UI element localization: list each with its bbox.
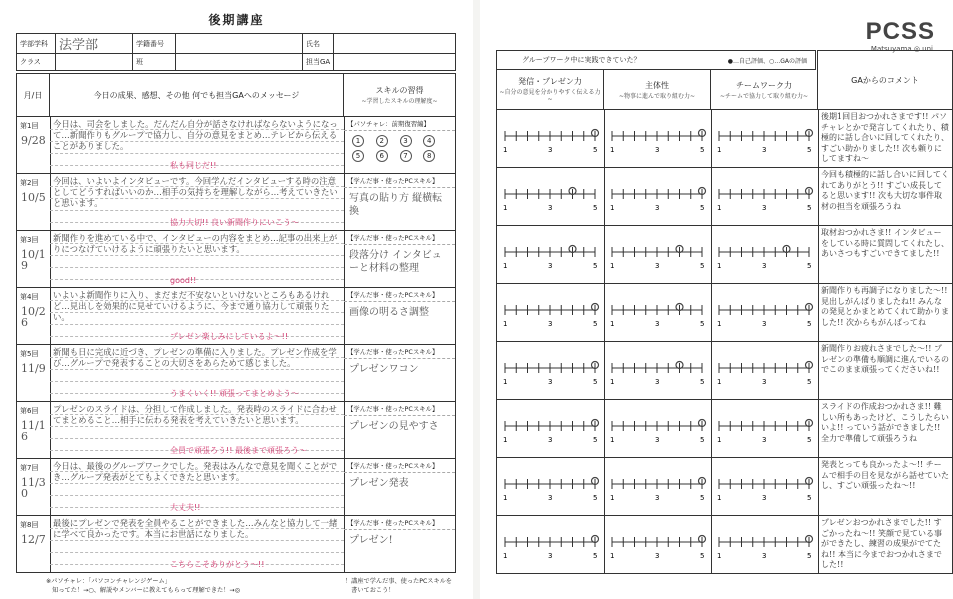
scale-label: 5 xyxy=(807,262,812,270)
column-presentation: 発信・プレゼン力 ~自分の意見を分かりやすく伝える力~ xyxy=(496,70,604,110)
scale-label: 5 xyxy=(807,378,812,386)
session-label xyxy=(17,117,51,173)
group-value xyxy=(176,54,303,71)
rating-scale xyxy=(497,284,605,341)
session-label xyxy=(17,459,51,515)
scale-label: 3 xyxy=(548,436,553,444)
session-message xyxy=(50,174,345,230)
scale-label: 5 xyxy=(593,436,598,444)
ga-label: 担当GA xyxy=(303,54,334,71)
scale-label: 3 xyxy=(548,204,553,212)
student-no-value xyxy=(176,34,303,54)
rating-scale xyxy=(711,342,819,399)
evaluation-row xyxy=(496,110,953,168)
footer-note-right: ！講座で学んだ事、使ったPCスキルを 書いておこう！ xyxy=(345,578,452,594)
skill-cell xyxy=(344,174,455,230)
session-message xyxy=(50,459,345,515)
scale-label: 1 xyxy=(610,204,615,212)
session-label xyxy=(17,345,51,401)
skill-value: プレゼン発表 xyxy=(349,478,409,489)
scale-label: 5 xyxy=(700,552,705,560)
ga-comment: 後期1回目おつかれさまです!! パソチャレとかで発言してくれたり、積極的に話し合いに回してくれたり、すごい助かりました!! 次も頼りにしてますね〜 xyxy=(821,112,949,163)
scale-label: 1 xyxy=(717,204,722,212)
ga-comment: 新聞作りも再調子になりました〜!! 見出しがんばりましたね!! みんなの発見とかまとめてくれて助かりました!! 次からもがんばってね xyxy=(821,286,949,327)
scale-label: 1 xyxy=(610,320,615,328)
skill-cell xyxy=(344,459,455,515)
skill-label: 【学んだ事・使ったPCスキル】 xyxy=(344,345,455,359)
session-label xyxy=(17,516,51,572)
message-text: いよいよ新聞作りに入り、まだまだ不安ないといけないところもあるけれど…見出しを効果的に見せていけるように、今まで通り協力して頑張りたい。 xyxy=(53,290,330,322)
evaluation-row xyxy=(496,516,953,574)
ga-comment: 発表とっても良かったよ〜!! チームで相手の目を見ながら話せていたし、すごい頑張ったね〜!! xyxy=(821,460,949,490)
circle-8: 8 xyxy=(423,150,435,162)
scale-label: 5 xyxy=(593,552,598,560)
session-number: 第1回 xyxy=(20,122,39,130)
session-message xyxy=(50,117,345,173)
scale-label: 3 xyxy=(548,378,553,386)
circle-6: 6 xyxy=(376,150,388,162)
scale-label: 5 xyxy=(593,378,598,386)
sheet-title: 後期講座 xyxy=(208,13,265,27)
ga-stamp: こちらこそありがとう〜!! xyxy=(170,560,265,569)
scale-label: 5 xyxy=(700,204,705,212)
rating-scale xyxy=(497,458,605,515)
scale-label: 5 xyxy=(807,552,812,560)
session-row xyxy=(16,174,456,231)
scale-label: 1 xyxy=(717,552,722,560)
rating-scale xyxy=(497,226,605,283)
comment-header: GAからのコメント xyxy=(817,50,953,110)
session-row xyxy=(16,402,456,459)
skill-label: 【学んだ事・使ったPCスキル】 xyxy=(344,459,455,473)
scale-label: 3 xyxy=(762,494,767,502)
scale-label: 1 xyxy=(503,262,508,270)
rating-scale xyxy=(604,284,712,341)
scale-label: 3 xyxy=(655,204,660,212)
rating-scale xyxy=(604,168,712,225)
session-row xyxy=(16,345,456,402)
skill-label: 【学んだ事・使ったPCスキル】 xyxy=(344,402,455,416)
session-date: 10/26 xyxy=(21,305,46,329)
column-initiative: 主体性 ~物事に進んで取り組む力~ xyxy=(603,70,711,110)
ga-stamp: good!! xyxy=(170,276,197,285)
evaluation-row xyxy=(496,342,953,400)
scale-label: 3 xyxy=(548,320,553,328)
session-message xyxy=(50,288,345,344)
evaluation-row xyxy=(496,458,953,516)
ga-comment: プレゼンおつかれさまでした!! すごかったね〜!! 笑顔で見ている事ができたし、練習の成果がでてたね!! 本当に今までおつかれさまでした!! xyxy=(821,518,942,569)
scale-label: 3 xyxy=(762,320,767,328)
pcss-logo: PCSS xyxy=(865,18,935,45)
skill-value: プレゼンワコン xyxy=(349,364,419,375)
session-number: 第5回 xyxy=(20,350,39,358)
scale-label: 1 xyxy=(610,552,615,560)
skill-cell xyxy=(344,117,455,173)
scale-label: 1 xyxy=(717,146,722,154)
scale-label: 3 xyxy=(762,436,767,444)
scale-label: 1 xyxy=(717,436,722,444)
message-text: 今日は、司会をしました。だんだん自分が話さなければならないようになって…新聞作りもグループで協力し、自分の意見をまとめ…テレビから伝えることがありました。 xyxy=(53,119,338,151)
ga-comment: 今回も積極的に話し合いに回してくれてありがとう!! すごい成長してると思います!! 次も大切な事件取材の担当を頑張ろうね xyxy=(821,170,949,211)
skill-cell xyxy=(344,231,455,287)
scale-label: 3 xyxy=(655,552,660,560)
ga-comment: スライドの作成おつかれさま!! 難しい所もあったけど、こうしたらいいよ!! っていう話ができました!! 全力で準備して頑張ろうね xyxy=(821,402,949,443)
scale-label: 1 xyxy=(717,494,722,502)
pasochalle-circles xyxy=(344,131,455,166)
session-date: 9/28 xyxy=(21,134,46,147)
ga-stamp: プレゼン楽しみにしているよ〜!! xyxy=(170,332,289,341)
session-date: 11/30 xyxy=(21,476,46,500)
scale-label: 5 xyxy=(700,494,705,502)
scale-label: 3 xyxy=(548,146,553,154)
scale-label: 3 xyxy=(762,378,767,386)
rating-scale xyxy=(711,400,819,457)
skill-label: 【学んだ事・使ったPCスキル】 xyxy=(344,516,455,530)
skill-header: スキルの習得 ~学習したスキルの理解度~ xyxy=(343,73,456,117)
scale-label: 1 xyxy=(503,552,508,560)
scale-label: 5 xyxy=(700,378,705,386)
skill-value: プレゼンの見やすさ xyxy=(349,421,439,432)
message-text: 最後にプレゼンで発表を全員やることができました…みんなと協力して一緒に学べて良かったです。本当にお世話になりました。 xyxy=(53,518,338,539)
scale-label: 1 xyxy=(610,378,615,386)
skill-cell xyxy=(344,402,455,458)
session-number: 第3回 xyxy=(20,236,39,244)
scale-label: 5 xyxy=(807,320,812,328)
circle-5: 5 xyxy=(352,150,364,162)
class-value xyxy=(56,54,133,71)
session-message xyxy=(50,231,345,287)
scale-label: 1 xyxy=(503,320,508,328)
session-message xyxy=(50,402,345,458)
scale-label: 5 xyxy=(593,204,598,212)
scale-label: 3 xyxy=(655,494,660,502)
message-header: 今日の成果、感想、その他 何でも担当GAへのメッセージ xyxy=(49,73,344,117)
scale-label: 1 xyxy=(717,262,722,270)
scale-label: 3 xyxy=(548,494,553,502)
dept-value: 法学部 xyxy=(56,34,133,54)
scale-label: 1 xyxy=(610,436,615,444)
group-label: 班 xyxy=(133,54,176,71)
rating-scale xyxy=(711,168,819,225)
skill-cell xyxy=(344,288,455,344)
session-number: 第6回 xyxy=(20,407,39,415)
rating-scale xyxy=(497,400,605,457)
circle-2: 2 xyxy=(376,135,388,147)
scale-label: 5 xyxy=(700,262,705,270)
session-date: 12/7 xyxy=(21,533,46,546)
scale-label: 3 xyxy=(655,146,660,154)
evaluation-row xyxy=(496,400,953,458)
evaluation-row xyxy=(496,284,953,342)
session-row xyxy=(16,516,456,573)
scale-label: 3 xyxy=(655,262,660,270)
date-header: 月/日 xyxy=(16,73,50,117)
scale-label: 5 xyxy=(807,436,812,444)
ga-value xyxy=(334,54,456,71)
scale-label: 1 xyxy=(503,436,508,444)
session-number: 第2回 xyxy=(20,179,39,187)
ga-stamp: うまくいく!! 頑張ってまとめよう〜 xyxy=(170,389,299,398)
session-date: 10/5 xyxy=(21,191,46,204)
scale-label: 3 xyxy=(548,552,553,560)
scale-label: 5 xyxy=(700,146,705,154)
scale-label: 5 xyxy=(807,494,812,502)
rating-scale xyxy=(604,110,712,167)
rating-scale xyxy=(604,458,712,515)
scale-label: 5 xyxy=(700,436,705,444)
scale-label: 5 xyxy=(807,204,812,212)
message-text: 新聞も日に完成に近づき、プレゼンの準備に入りました。プレゼン作成を学び…グループで発表することの大切さをあらためて感じました。 xyxy=(53,347,337,368)
name-value xyxy=(334,34,456,54)
scale-label: 3 xyxy=(762,262,767,270)
pcss-logo-subtitle: Matsuyama ◎ uni xyxy=(870,45,933,53)
class-label: クラス xyxy=(17,54,56,71)
rating-scale xyxy=(711,226,819,283)
skill-label: 【学んだ事・使ったPCスキル】 xyxy=(344,288,455,302)
ga-stamp: 協力大切!! 良い新聞作りにいこう〜 xyxy=(170,218,299,227)
session-number: 第4回 xyxy=(20,293,39,301)
message-text: 今回は、いよいよインタビューです。今回学んだインタビューする時の注意としてどうすればいいのか…相手の気持ちを理解しながら…考えていきたいと思います。 xyxy=(53,176,338,208)
ga-comment: 新聞作りお疲れさまでした〜!! プレゼンの準備も順調に進んでいるのでこのまま頑張ってくださいね!! xyxy=(821,344,949,374)
footer-note-left: ※パソチャレ：「パソコンチャレンジゲーム」 知ってた！→○、解説やメンバーに教えてもらって理解できた！→◎ xyxy=(46,578,240,594)
scale-label: 3 xyxy=(762,552,767,560)
name-label: 氏名 xyxy=(303,34,334,54)
session-row xyxy=(16,459,456,516)
scale-label: 5 xyxy=(593,262,598,270)
rating-scale xyxy=(604,226,712,283)
skill-label: 【学んだ事・使ったPCスキル】 xyxy=(344,174,455,188)
session-label xyxy=(17,402,51,458)
rating-scale xyxy=(711,458,819,515)
session-row xyxy=(16,231,456,288)
skill-label: 【学んだ事・使ったPCスキル】 xyxy=(344,231,455,245)
session-message xyxy=(50,516,345,572)
skill-value: プレゼン! xyxy=(349,535,393,546)
skill-cell xyxy=(344,516,455,572)
circle-1: 1 xyxy=(352,135,364,147)
circle-3: 3 xyxy=(400,135,412,147)
dept-label: 学部学科 xyxy=(17,34,56,54)
skill-label: 【パソチャレ：前期復習編】 xyxy=(344,117,455,131)
message-text: 今日は、最後のグループワークでした。発表はみんなで意見を聞くことができ…グループ発表がとてもよくできたと思います。 xyxy=(53,461,338,482)
scale-label: 5 xyxy=(593,146,598,154)
skill-value: 写真の貼り方 縦横転換 xyxy=(349,193,443,217)
reflection-sheet xyxy=(0,0,473,599)
ga-comment: 取材おつかれさま!! インタビューをしている時に質問してくれたし、あいさつもすごいできてました!! xyxy=(821,228,949,258)
rating-scale xyxy=(711,516,819,573)
scale-label: 1 xyxy=(503,378,508,386)
scale-label: 1 xyxy=(503,146,508,154)
ga-stamp: 大丈夫!! xyxy=(170,503,201,512)
session-label xyxy=(17,174,51,230)
rating-scale xyxy=(711,284,819,341)
rating-scale xyxy=(497,110,605,167)
scale-label: 1 xyxy=(717,320,722,328)
rating-scale xyxy=(497,168,605,225)
session-date: 10/19 xyxy=(21,248,46,272)
scale-label: 1 xyxy=(610,262,615,270)
session-number: 第8回 xyxy=(20,521,39,529)
rating-legend: ●…自己評価、○…GAの評価 xyxy=(727,57,807,65)
session-label xyxy=(17,288,51,344)
scale-label: 1 xyxy=(503,204,508,212)
scale-label: 5 xyxy=(700,320,705,328)
scale-label: 5 xyxy=(593,320,598,328)
column-teamwork: チームワーク力 ~チームで協力して取り組む力~ xyxy=(710,70,818,110)
scale-label: 5 xyxy=(807,146,812,154)
skill-cell xyxy=(344,345,455,401)
session-message xyxy=(50,345,345,401)
skill-value: 段落分け インタビューと材料の整理 xyxy=(349,250,442,274)
ga-stamp: 私も同じだ!! xyxy=(170,161,217,170)
scale-label: 3 xyxy=(762,146,767,154)
scale-label: 1 xyxy=(610,494,615,502)
groupwork-header: グループワーク中に実践できていた？ ●…自己評価、○…GAの評価 xyxy=(496,50,816,70)
evaluation-row xyxy=(496,168,953,226)
rating-scale xyxy=(604,516,712,573)
scale-label: 3 xyxy=(762,204,767,212)
rating-scale xyxy=(604,400,712,457)
session-row xyxy=(16,117,456,174)
session-date: 11/9 xyxy=(21,362,46,375)
scale-label: 3 xyxy=(655,436,660,444)
circle-7: 7 xyxy=(400,150,412,162)
session-row xyxy=(16,288,456,345)
rating-scale xyxy=(711,110,819,167)
rating-scale xyxy=(497,516,605,573)
scale-label: 3 xyxy=(548,262,553,270)
student-info-table xyxy=(16,33,456,71)
scale-label: 1 xyxy=(610,146,615,154)
session-number: 第7回 xyxy=(20,464,39,472)
session-date: 11/16 xyxy=(21,419,46,443)
message-text: 新聞作りを進めている中で、インタビューの内容をまとめ…記事の出来上がりにつなげていけるように頑張りたいと思います。 xyxy=(53,233,338,254)
message-text: プレゼンのスライドは、分担して作成しました。発表時のスライドに合わせてまとめること…相手に伝わる発表を考えていきたいと思います。 xyxy=(53,404,337,425)
evaluation-sheet xyxy=(480,0,953,599)
scale-label: 3 xyxy=(655,320,660,328)
rating-scale xyxy=(604,342,712,399)
skill-value: 画像の明るさ調整 xyxy=(349,307,429,318)
circle-4: 4 xyxy=(423,135,435,147)
session-label xyxy=(17,231,51,287)
ga-stamp: 全員で頑張ろう!! 最後まで頑張ろう〜 xyxy=(170,446,307,455)
scale-label: 3 xyxy=(655,378,660,386)
scale-label: 1 xyxy=(717,378,722,386)
student-no-label: 学籍番号 xyxy=(133,34,176,54)
evaluation-row xyxy=(496,226,953,284)
rating-scale xyxy=(497,342,605,399)
scale-label: 5 xyxy=(593,494,598,502)
scale-label: 1 xyxy=(503,494,508,502)
